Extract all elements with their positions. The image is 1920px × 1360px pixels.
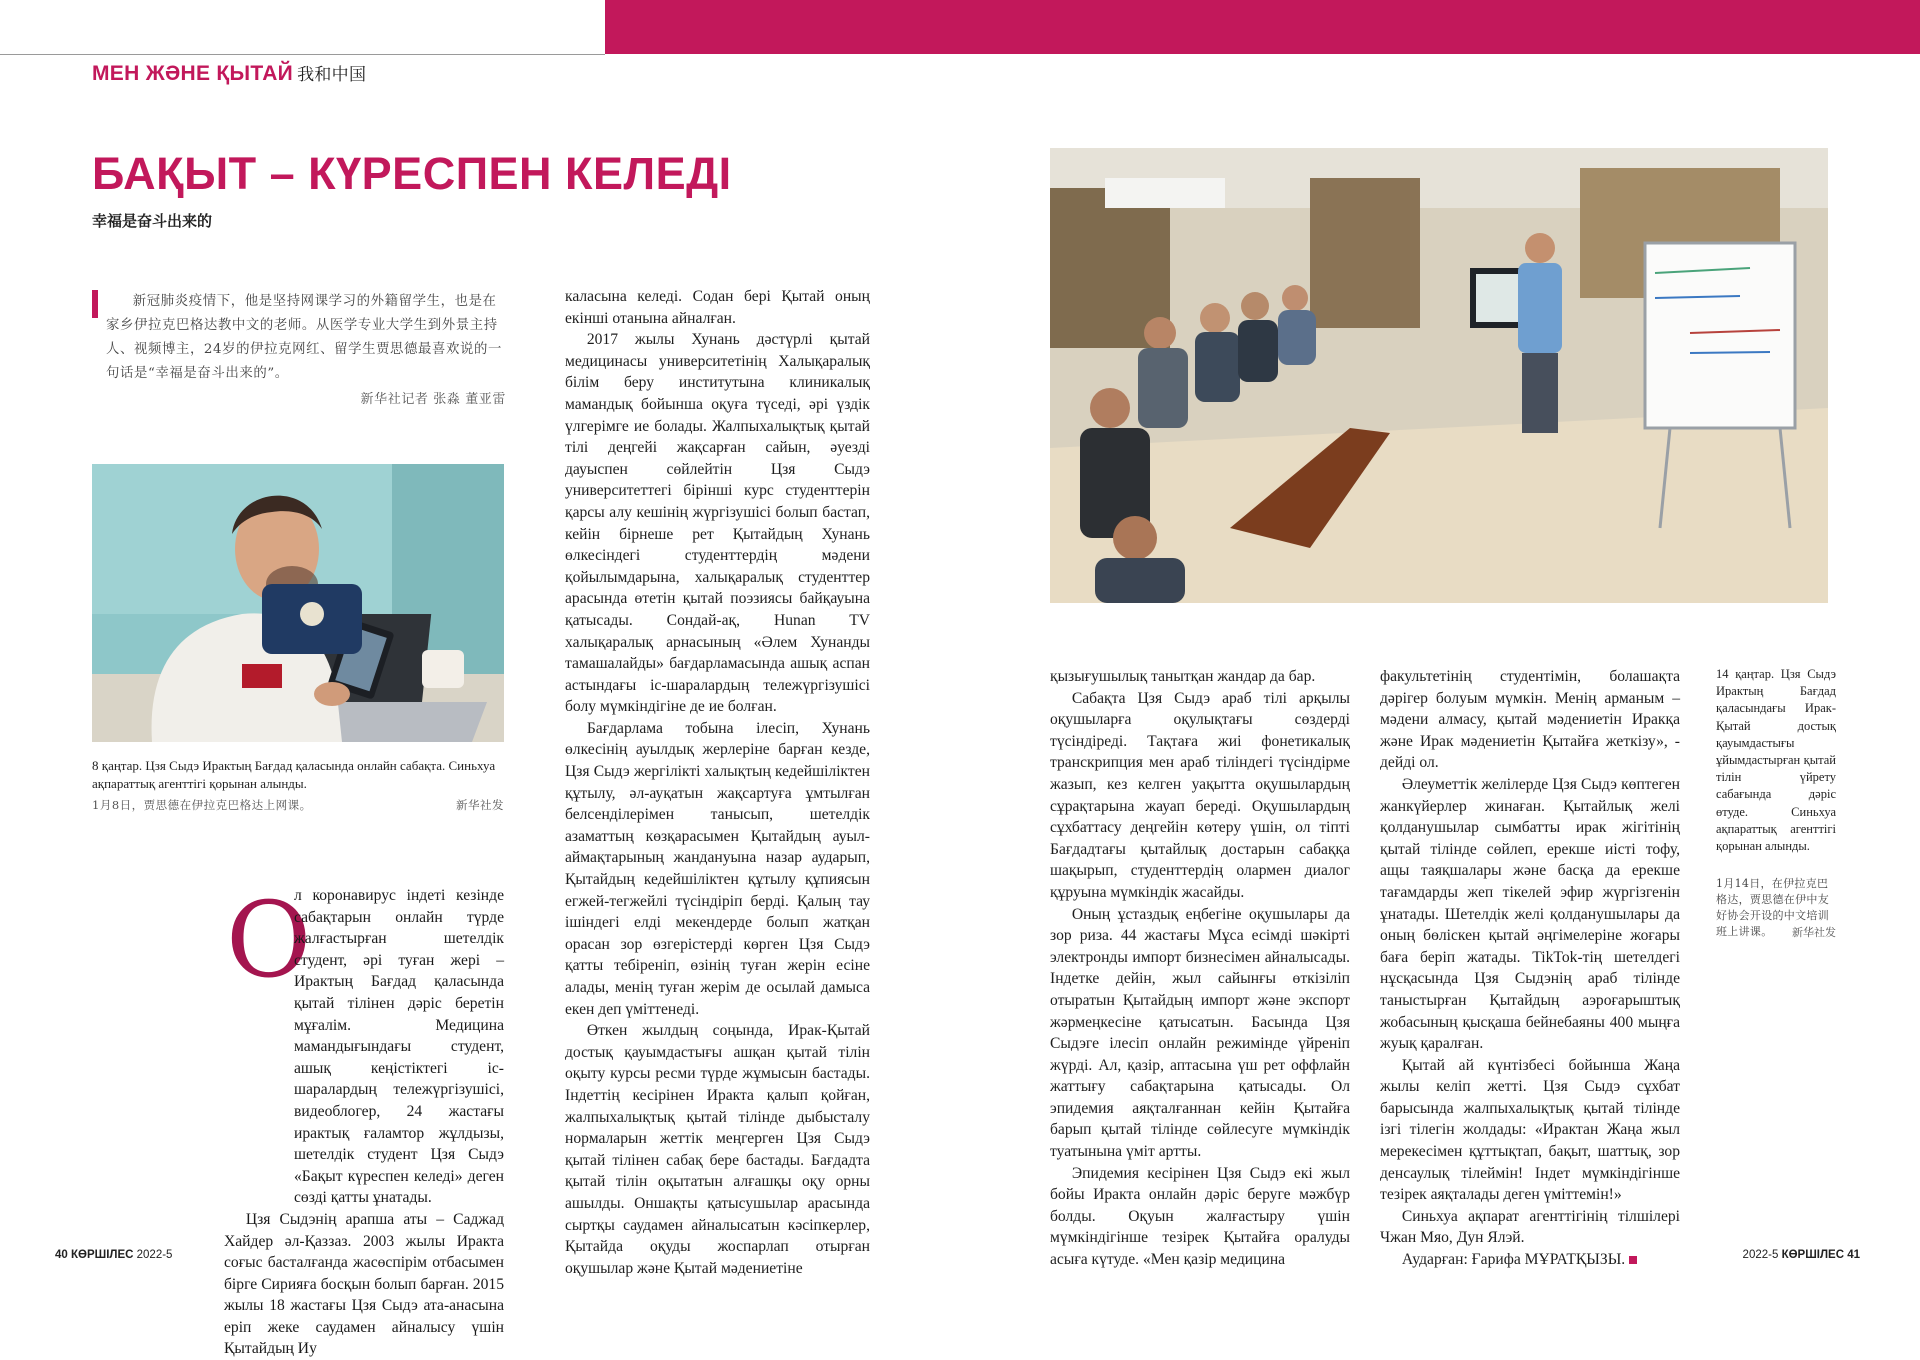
- folio-left: [55, 1249, 172, 1261]
- article-subtitle-cn: 幸福是奋斗出来的: [92, 212, 213, 230]
- header-rule: [0, 54, 605, 55]
- column4-paragraph-4: Синьхуа ақпарат агенттігінің тілшілері Чжан Мяо, Дун Ялэй.: [1380, 1207, 1680, 1247]
- end-mark-icon: [1629, 1256, 1637, 1264]
- column4-paragraph-3: Қытай ай күнтізбесі бойынша Жаңа жылы келіп жетті. Цзя Сыдэ сұхбат барысында жалпыхалықтық қытай тілінде ізгі тілегін жолдады: «Ирактан Жаңа жыл мерекесімен құттықтап, бақыт, шаттық, зор денсаулық тілеймін! Індет мүмкіндігінше тезірек аяқталады деген үміттемін!»: [1380, 1056, 1680, 1204]
- article-title: БАҚЫТ – КҮРЕСПЕН КЕЛЕДІ: [92, 148, 732, 199]
- column3-paragraph-1: қызығушылық танытқан жандар да бар.: [1050, 668, 1316, 685]
- folio-right-issue: 2022-5: [1742, 1249, 1779, 1261]
- column1-paragraph-1: л коронавирус індеті кезінде сабақтарын онлайн түрде жалғастырған шетелдік студент, әрі туған жері – Ирактың Бағдад қаласында қытай тілінен дәріс беретін мұғалім. Медицина мамандығындағы студент, ашық кеңістіктегі іс-шаралардың тележүргізушісі, видеоблогер, 24 жастағы ирактық ғаламтор жұлдызы, шетелдік студент Цзя Сыдэ «Бақыт күреспен келеді» деген сөзді қатты ұнатады.: [294, 887, 504, 1207]
- section-label: [92, 60, 366, 86]
- column-2: [565, 286, 870, 1279]
- photo1-caption-cn: 1月8日，贾思德在伊拉克巴格达上网课。: [92, 798, 312, 812]
- photo-online-class-illustration: [92, 464, 504, 742]
- section-label-cn: 我和中国: [297, 65, 367, 84]
- photo1-caption-cn-row: [92, 797, 504, 813]
- lead-author: 新华社记者 张淼 董亚雷: [360, 392, 506, 407]
- column2-paragraph-4: Өткен жылдың соңында, Ирак-Қытай достық қауымдастығы ашқан қытай тілін оқыту курсы ресми түрде жұмысын бастады. Індеттің кесірінен Иракта қалып қойған, жалпыхалықтық қытай тілінде дыбысталу нормаларын жеттік меңгерген Цзя Сыдэ қытай тілінен сабақ бере бастады. Бағдадта қытай тілін оқытатын алғашқы оқу орны ашылды. Оншақты қатысушылар арасында сыртқы саудамен айналысатын кәсіпкерлер, Қытайда оқуды жоспарлап отырған оқушылар және Қытай мәдениетіне: [565, 1022, 870, 1277]
- photo1-agency: 新华社发: [456, 798, 504, 812]
- column3-paragraph-4: Эпидемия кесірінен Цзя Сыдэ екі жыл бойы Иракта онлайн дәріс беруге мәжбүр болды. Оқуын жалғастыру үшін мүмкіндігінше тезірек Қытайға оралуды асыға күтуде. «Мен қазір медицина: [1050, 1164, 1350, 1269]
- header-color-band: [605, 0, 1920, 54]
- column4-paragraph-5: [1380, 1249, 1680, 1271]
- column1-paragraph-2: Цзя Сыдэнің арапша аты – Саджад Хайдер әл-Қаззаз. 2003 жылы Иракта соғыс басталғанда жасөспірім отбасымен бірге Сирияға босқын болып барған. 2015 жылы 18 жастағы Цзя Сыдэ ата-анасына еріп жеке саудамен айналысу үшін Қытайдың Иу: [224, 1210, 504, 1358]
- column-4: [1380, 666, 1680, 1271]
- drop-cap: О: [226, 879, 312, 1001]
- folio-left-issue: 2022-5: [136, 1249, 173, 1261]
- folio-right-magazine: КӨРШІЛЕС: [1781, 1249, 1844, 1261]
- photo1-caption-kz: 8 қаңтар. Цзя Сыдэ Ирактың Бағдад қаласында онлайн сабақта. Синьхуа ақпараттық агенттігі қорынан алынды.: [92, 758, 496, 791]
- column4-paragraph-2: Әлеуметтік желілерде Цзя Сыдэ көптеген жанкүйерлер жинаған. Қытайлық желі қолданушылар сымбатты ирак жігітінің қытай тілінде сөйлеп, ерекше иісті тофу, ащы таяқшалары және басқа да ерекше тағамдарды жеп тікелей эфир жүргізгенін ұнатады. Шетелдік желі қолданушылары да оның бөліскен қытай әңгімелеріне жоғары баға беріп жатады. TikTok-тің шетелдегі нұсқасында Цзя Сыдэнің араб тілінде таныстырған Қытайдың аэроғарыштық жобасының қысқаша бейнебаяны 400 мыңға жуық қаралған.: [1380, 775, 1680, 1053]
- column2-paragraph-2: 2017 жылы Хунань дәстүрлі қытай медицинасы университетінің Халықаралық білім беру институтына клиникалық мамандық бойынша оқуға түседі, әрі үздік үлгерімге ие болады. Жалпыхалықтық қытай тілі деңгейі жақсарған сайын, әуезді дауыспен сөйлейтін Цзя Сыдэ университеттегі бірінші курс студенттерін қарсы алу кешінің жүргізушісі болып бастап, кейін бірнеше рет Қытайдың Хунань өлкесіндегі студенттердің мәдени қойылымдарына, халықаралық студенттер арасында өтетін қытай поэзиясы байқауына қатысады. Сондай-ақ, Hunan TV халықаралық арнасының «Әлем Хунанды тамашалайды» бағдарламасында ашық аспан астындағы іс-шаралардың тележүргізушісі болу мүмкіндігіне де ие болған.: [565, 331, 870, 716]
- lead-accent-bar: [92, 290, 98, 318]
- photo2-agency: 新华社发: [1792, 926, 1836, 939]
- photo-online-class: [92, 464, 504, 742]
- column-3: [1050, 666, 1350, 1271]
- photo-classroom: [1050, 148, 1828, 603]
- folio-right-page: 41: [1847, 1249, 1860, 1261]
- photo2-caption-cn: 1月14日，在伊拉克巴格达，贾思德在伊中友好协会开设的中文培训班上讲课。: [1716, 877, 1829, 938]
- column3-paragraph-2: Сабақта Цзя Сыдэ араб тілі арқылы оқушыларға оқулықтағы сөздерді түсіндіреді. Тақтаға жиі фонетикалық транскрипция мен араб тіліндегі түсіндірме жазып, кез келген уақытта оқушылардың сұрақтарына жауап береді. Оқушылардың сұхбаттасу деңгейін көтеру үшін, ол тіпті Бағдадтағы қытайлық достарын сабаққа шақырып, студенттердің олармен диалог құруына мүмкіндік жасайды.: [1050, 689, 1350, 901]
- lead-block: [92, 290, 506, 407]
- column3-paragraph-3: Оның ұстаздық еңбегіне оқушылары да зор риза. 44 жастағы Мұса есімді шәкірті электронды импорт бизнесімен айналысады. Індетке дейін, жыл сайынғы өткізіліп отыратын Қытайдың импорт және экспорт жәрмеңкесіне қатысатын. Басында Цзя Сыдэге ілесіп онлайн режимінде үйреніп жүрді. Ал, қазір, аптасына үш рет оффлайн жаттығу сабақтарына қатысады. Ол эпидемия аяқталғаннан кейін Қытайға барып қытай тілінде сөйлесуге мүмкіндік туатынына үміт артты.: [1050, 905, 1350, 1161]
- column4-paragraph-1: факультетінің студентімін, болашақта дәрігер болуым мүмкін. Менің арманым – мәдени алмасу, қытай мәдениетін Иракқа және Ирак мәдениетін Қытайға жеткізу», - дейді ол.: [1380, 668, 1680, 772]
- column1-intro: [224, 879, 504, 1360]
- lead-text-cn: 新冠肺炎疫情下，他是坚持网课学习的外籍留学生，也是在家乡伊拉克巴格达教中文的老师。从医学专业大学生到外景主持人、视频博主，24岁的伊拉克网红、留学生贾思德最喜欢说的一句话是“幸福是奋斗出来的”。: [106, 294, 502, 381]
- translator-credit: Аударған: Ғарифа МҰРАТҚЫЗЫ.: [1401, 1251, 1626, 1269]
- folio-left-page: 40: [55, 1249, 68, 1261]
- photo2-caption-kz: 14 қаңтар. Цзя Сыдэ Ирактың Бағдад қаласындағы Ирак-Қытай достық қауымдастығы ұйымдастырған қытай тілін үйрету сабағында дәріс өтуде. Синьхуа ақпараттық агенттігі қорынан алынды.: [1716, 667, 1836, 854]
- column2-paragraph-1: каласына келеді. Содан бері Қытай оның екінші отанына айналған.: [565, 288, 870, 327]
- column2-paragraph-3: Бағдарлама тобына ілесіп, Хунань өлкесінің ауылдық жерлеріне барған кезде, Цзя Сыдэ жергілікті халықтың кедейшіліктен құтылу, әл-ауқатын жақсартуға ұмтылған белсенділерімен танысып, шетелдік азаматтың көзқарасымен Қытайдың ауыл-аймақтарының жандануына назар аударып, Қытайдың кедейшіліктен құтылу құпиясын егжей-тегжейлі түсіндіріп берді. Қалың тау ішіндегі елді мекендерде болып жатқан орасан зор өзгерістерді көрген Цзя Сыдэ қатты тебіреніп, өзінің туған жерін есіне алады, менің туған жерім де осылай дамыса екен деп үміттенеді.: [565, 719, 870, 1018]
- folio-left-magazine: КӨРШІЛЕС: [71, 1249, 134, 1261]
- folio-right: [1743, 1249, 1860, 1261]
- section-label-kz: МЕН ЖӘНЕ ҚЫТАЙ: [92, 62, 294, 85]
- photo-classroom-illustration: [1050, 148, 1828, 603]
